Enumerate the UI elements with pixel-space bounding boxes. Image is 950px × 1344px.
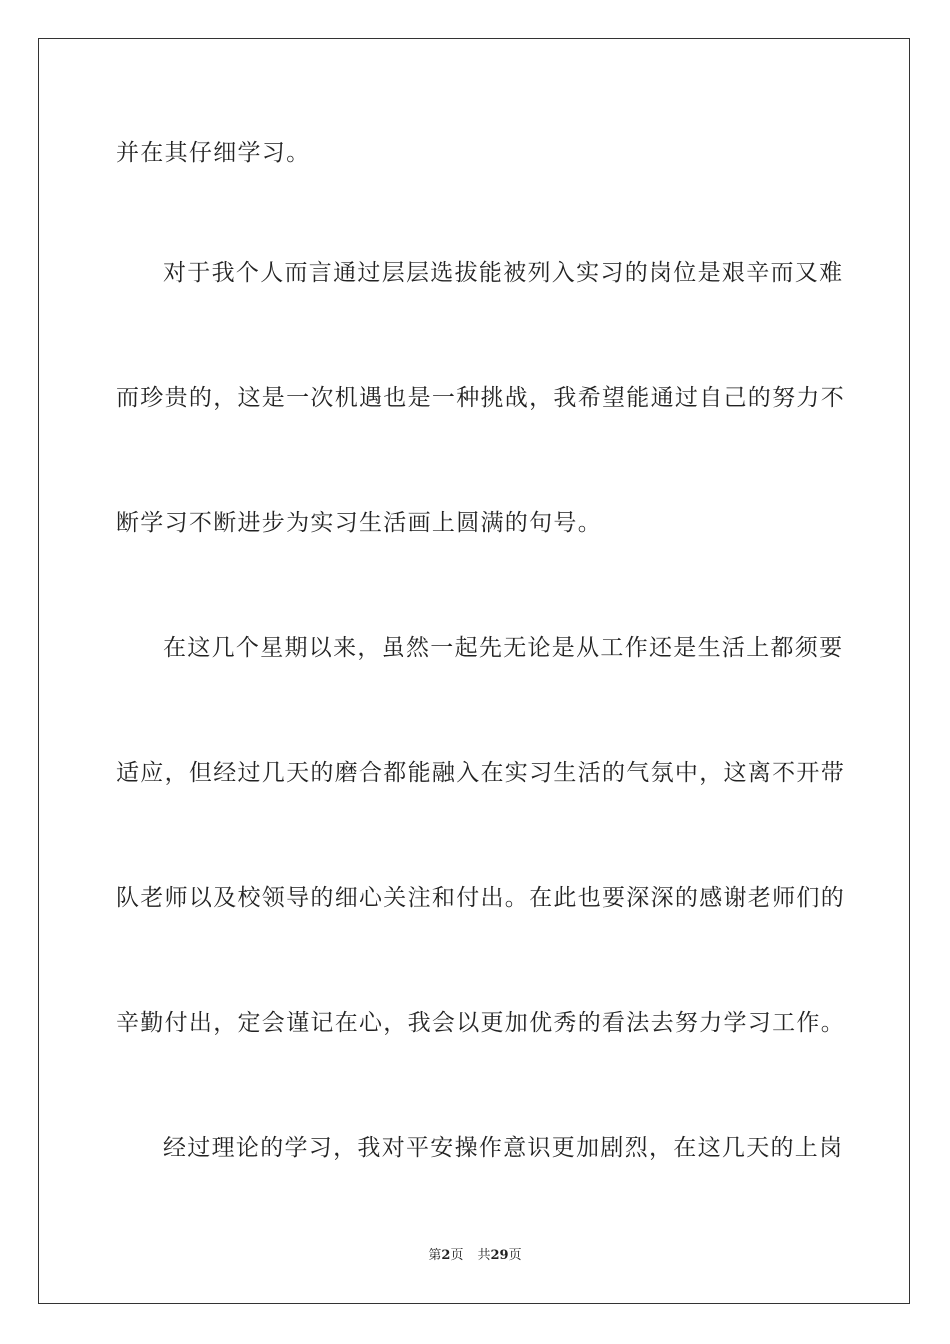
paragraph-first-line: 对于我个人而言通过层层选拔能被列入实习的岗位是艰辛而又难: [163, 260, 844, 286]
total-suffix: 页: [508, 1248, 522, 1263]
total-pages: 29: [490, 1248, 509, 1263]
text-line: 断学习不断进步为实习生活画上圆满的句号。: [116, 510, 602, 536]
total-prefix: 共: [477, 1248, 491, 1263]
page-prefix: 第: [428, 1248, 442, 1263]
page-footer: [0, 1247, 950, 1265]
text-line: 辛勤付出，定会谨记在心，我会以更加优秀的看法去努力学习工作。: [116, 1010, 845, 1036]
text-line: 适应，但经过几天的磨合都能融入在实习生活的气氛中，这离不开带: [116, 760, 845, 786]
text-line: 而珍贵的，这是一次机遇也是一种挑战，我希望能通过自己的努力不: [116, 385, 845, 411]
page-number: 2: [441, 1248, 451, 1263]
page-suffix: 页: [450, 1248, 464, 1263]
text-line: 队老师以及校领导的细心关注和付出。在此也要深深的感谢老师们的: [116, 885, 845, 911]
text-line: 并在其仔细学习。: [116, 140, 311, 166]
paragraph-first-line: 在这几个星期以来，虽然一起先无论是从工作还是生活上都须要: [163, 635, 844, 661]
paragraph-first-line: 经过理论的学习，我对平安操作意识更加剧烈，在这几天的上岗: [163, 1135, 844, 1161]
page-border: [38, 38, 910, 1304]
